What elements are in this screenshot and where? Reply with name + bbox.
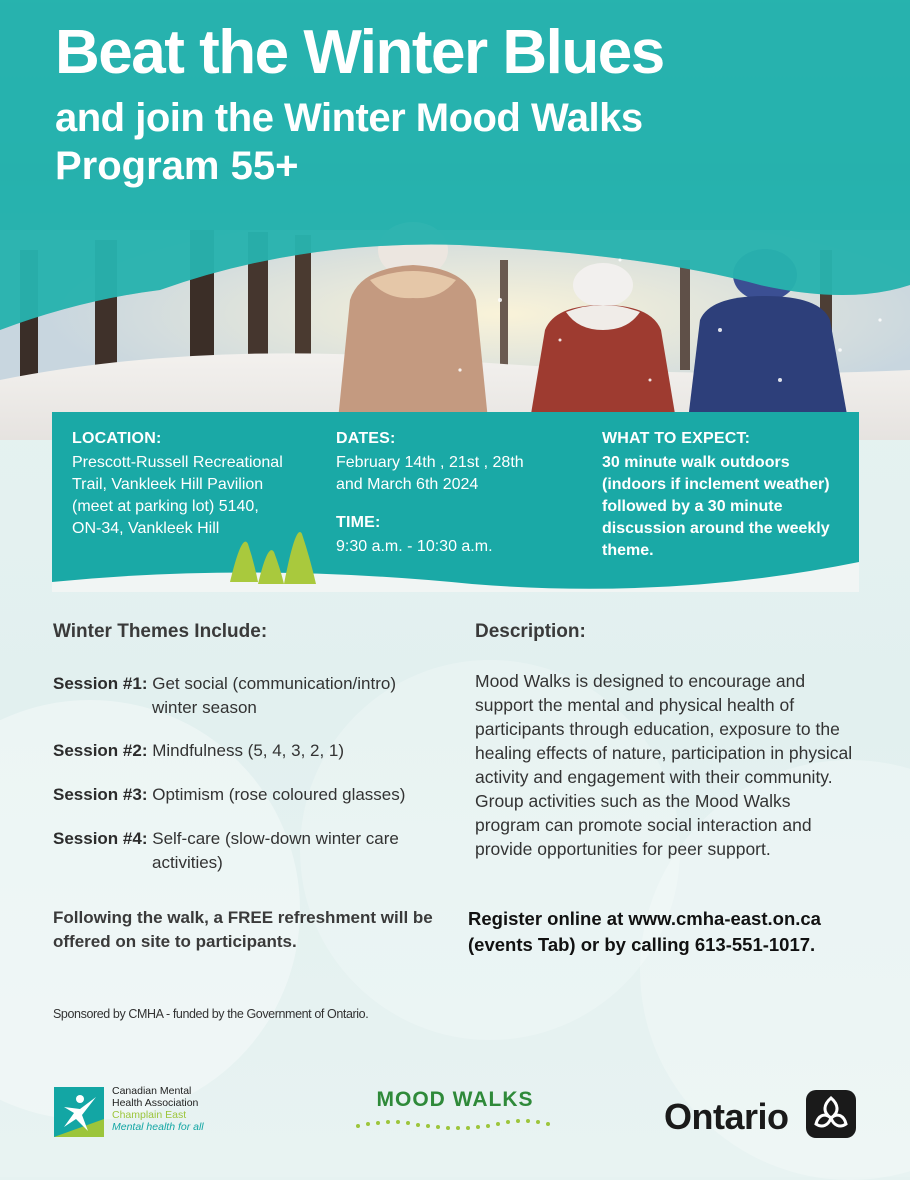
themes-heading: Winter Themes Include: [53, 621, 268, 642]
location-info [72, 430, 312, 540]
time-heading: TIME: [336, 514, 381, 531]
ontario-wordmark: Ontario [664, 1096, 789, 1137]
session-label: Session #3: [53, 785, 148, 804]
ontario-trillium-icon [806, 1090, 856, 1138]
event-info-band [52, 412, 859, 592]
session-item [53, 739, 453, 763]
session-label: Session #4: [53, 829, 148, 848]
hero-banner [0, 0, 910, 440]
location-line: (meet at parking lot) 5140, [72, 498, 259, 515]
dates-line: February 14th , 21st , 28th [336, 454, 524, 471]
cmha-wordmark [112, 1085, 204, 1133]
expect-line: (indoors if inclement weather) [602, 476, 830, 493]
refreshment-note: Following the walk, a FREE refreshment will be offered on site to participants. [53, 908, 433, 951]
expect-line: 30 minute walk outdoors [602, 454, 790, 471]
ontario-logo [664, 1090, 864, 1140]
mood-walks-wordmark: MOOD WALKS [376, 1088, 534, 1111]
expect-line: followed by a 30 minute [602, 498, 783, 515]
session-item [53, 783, 453, 807]
dates-line: and March 6th 2024 [336, 476, 479, 493]
cmha-tagline: Mental health for all [112, 1121, 204, 1133]
dates-info [336, 430, 566, 558]
location-line: Prescott-Russell Recreational [72, 454, 283, 471]
description-body: Mood Walks is designed to encourage and support the mental and physical health of participants through education, exposure to the healing effects of nature, participation in physical activity and engagement with their community. Group activities such as the Mood Walks program can promote social interaction and provide opportunities for peer support. [475, 671, 853, 859]
cmha-name-line: Health Association [112, 1097, 199, 1109]
location-line: ON-34, Vankleek Hill [72, 520, 220, 537]
session-text: Self-care (slow-down winter care [152, 829, 399, 848]
registration-info: Register online at www.cmha-east.on.ca (events Tab) or by calling 613-551-1017. [468, 908, 821, 955]
expect-line: discussion around the weekly [602, 520, 830, 537]
headline-program: Program 55+ [55, 144, 299, 188]
session-text: Get social (communication/intro) [152, 674, 396, 693]
location-heading: LOCATION: [72, 430, 162, 447]
dates-heading: DATES: [336, 430, 396, 447]
expect-info [602, 430, 852, 562]
mood-walks-logo [350, 1088, 560, 1140]
session-text-continued: winter season [152, 698, 257, 717]
location-line: Trail, Vankleek Hill Pavilion [72, 476, 264, 493]
cmha-figure-icon [54, 1087, 104, 1137]
headline-title: Beat the Winter Blues [55, 18, 664, 87]
expect-heading: WHAT TO EXPECT: [602, 430, 751, 447]
cmha-logo [54, 1085, 254, 1140]
cmha-region: Champlain East [112, 1109, 187, 1121]
description-heading: Description: [475, 621, 586, 642]
cmha-name-line: Canadian Mental [112, 1085, 192, 1097]
session-item [53, 672, 453, 720]
sponsor-note: Sponsored by CMHA - funded by the Government of Ontario. [53, 1007, 369, 1021]
session-text: Mindfulness (5, 4, 3, 2, 1) [152, 741, 345, 760]
time-value: 9:30 a.m. - 10:30 a.m. [336, 538, 493, 555]
mood-walks-footprints-icon [350, 1112, 560, 1134]
session-label: Session #1: [53, 674, 148, 693]
headline-block [55, 18, 664, 188]
session-text: Optimism (rose coloured glasses) [152, 785, 406, 804]
headline-subtitle: and join the Winter Mood Walks [55, 96, 643, 140]
session-text-continued: activities) [152, 853, 223, 872]
session-item [53, 827, 453, 875]
session-label: Session #2: [53, 741, 148, 760]
expect-line: theme. [602, 542, 654, 559]
